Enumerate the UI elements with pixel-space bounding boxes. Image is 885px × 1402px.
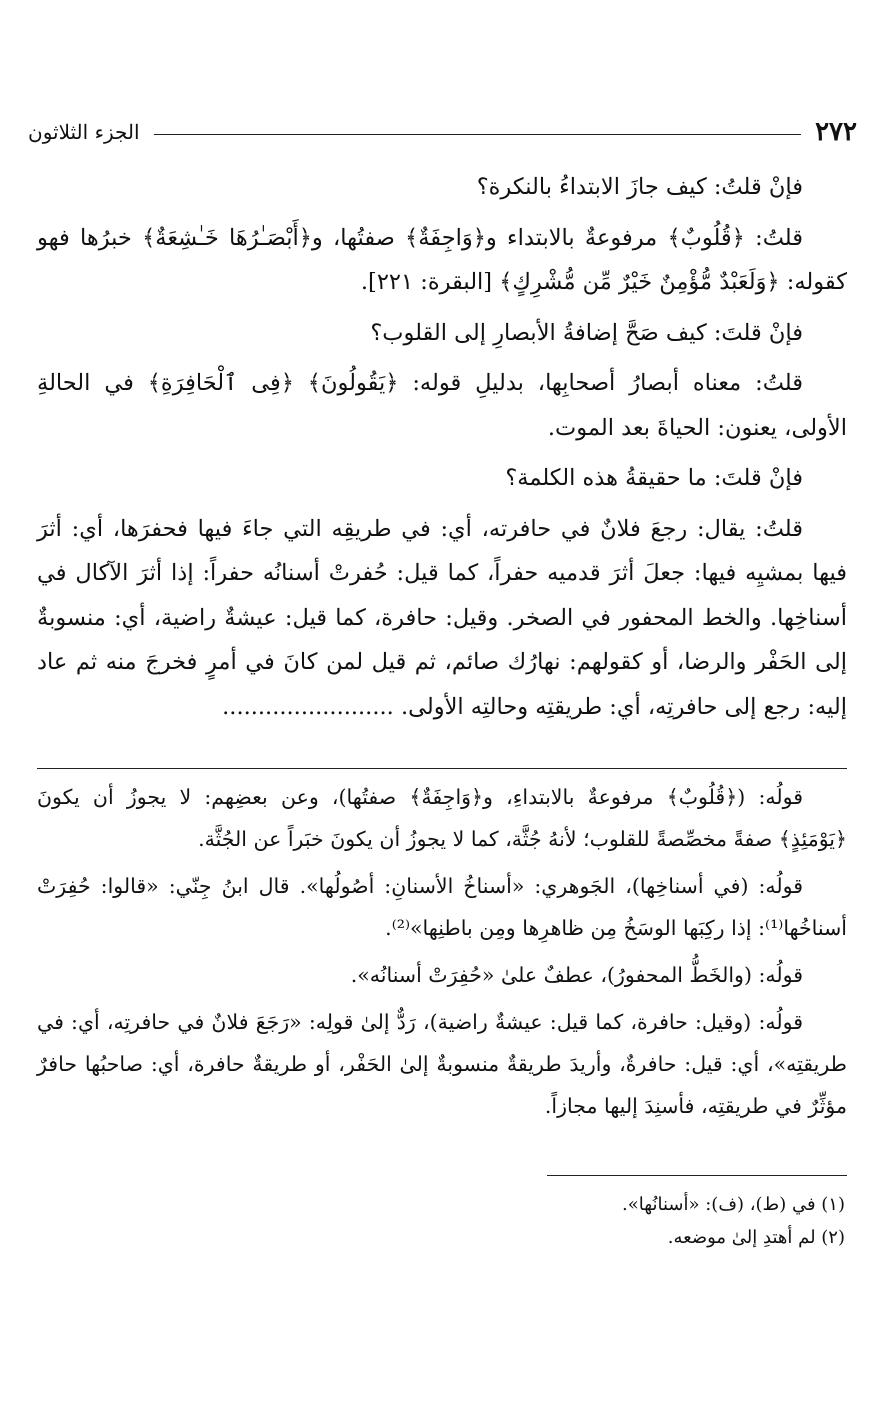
header-rule	[154, 134, 802, 135]
commentary-paragraph: قولُه: (﴿قُلُوبٌ﴾ مرفوعةٌ بالابتداءِ، و﴿وَاجِفَةٌ﴾ صفتُها)، وعن بعضِهم: لا يجوزُ أن يكونَ ﴿يَوْمَئِذٍ﴾ صفةً مخصِّصةً للقلوب؛ لأنهُ جُثَّة، كما لا يجوزُ أن يكونَ خبَراً عن الجُثَّة.	[37, 785, 847, 851]
footnotes	[45, 1188, 845, 1254]
footnote-divider	[547, 1175, 847, 1176]
page-number: ٢٧٢	[815, 117, 857, 147]
commentary-paragraph: قولُه: (في أسناخِها)، الجَوهري: «أسناخُ الأسنانِ: أصُولُها». قال ابنُ جِنّي: «قالوا: حُفِرَتْ أسناخُها⁽¹⁾: إذا ركِبَها الوسَخُ مِن ظاهرِها ومِن باطنِها»⁽²⁾.	[37, 874, 847, 940]
main-paragraph: فإنْ قلتَ: كيف صَحَّ إضافةُ الأبصارِ إلى القلوب؟	[370, 319, 803, 346]
main-paragraph: قلتُ: ﴿قُلُوبٌ﴾ مرفوعةٌ بالابتداء و﴿وَاجِفَةٌ﴾ صفتُها، و﴿أَبْصَـٰرُهَا خَـٰشِعَةٌ﴾ خبرُها فهو كقوله: ﴿وَلَعَبْدٌ مُّؤْمِنٌ خَيْرٌ مِّن مُّشْرِكٍ﴾ [البقرة: ٢٢١].	[37, 224, 847, 295]
book-part-title: الجزء الثلاثون	[28, 120, 140, 144]
section-divider	[37, 768, 847, 769]
main-paragraph: فإنْ قلتَ: ما حقيقةُ هذه الكلمة؟	[505, 465, 803, 491]
commentary-paragraph: قولُه: (وقيل: حافرة، كما قيل: عيشةٌ راضية)، رَدٌّ إلىٰ قولِه: «رَجَعَ فلانٌ في حافرتِه، أي: في طريقتِه»، أي: قيل: حافرةٌ، وأريدَ طريقةٌ منسوبةٌ إلىٰ الحَفْر، أو طريقةٌ حافرة، أي: صاحبُها حافرٌ مؤثِّرٌ في طريقتِه، فأسنِدَ إليها مجازاً.	[37, 1010, 847, 1118]
main-paragraph: فإنْ قلتُ: كيف جازَ الابتداءُ بالنكرة؟	[476, 174, 803, 200]
commentary-paragraph: قولُه: (والخَطُّ المحفورُ)، عطفٌ علىٰ «حُفِرَتْ أسنانُه».	[350, 963, 803, 987]
main-paragraph: قلتُ: يقال: رجعَ فلانٌ في حافرته، أي: في طريقِه التي جاءَ فيها فحفرَها، أي: أثرَ فيها بمشيِه فيها: جعلَ أثرَ قدميه حفراً، كما قيل: حُفرتْ أسنانُه حفراً: إذا أثرَ الآكال في أسناخِها. والخط المحفور في الصخر. وقيل: حافرة، كما قيل: عيشةٌ راضية، أي: منسوبةٌ إلى الحَفْر والرضا، أو كقولهم: نهارُك صائم، ثم قيل لمن كانَ في أمرٍ فخرجَ منه ثم عاد إليه: رجع إلى حافرتِه، أي: طريقتِه وحالتِه الأولى. ........................	[37, 515, 847, 720]
main-paragraph: قلتُ: معناه أبصارُ أصحابِها، بدليلِ قوله: ﴿يَقُولُونَ﴾ ﴿فِى ٱلْحَافِرَةِ﴾ في الحالةِ الأولى، يعنون: الحياةَ بعد الموت.	[37, 370, 847, 441]
commentary-section	[37, 776, 847, 1132]
main-text	[37, 165, 847, 735]
footnote: (١) في (ط)، (ف): «أسنانُها».	[621, 1194, 845, 1215]
page-header	[28, 112, 857, 152]
footnote: (٢) لم أهتدِ إلىٰ موضعه.	[667, 1227, 845, 1248]
